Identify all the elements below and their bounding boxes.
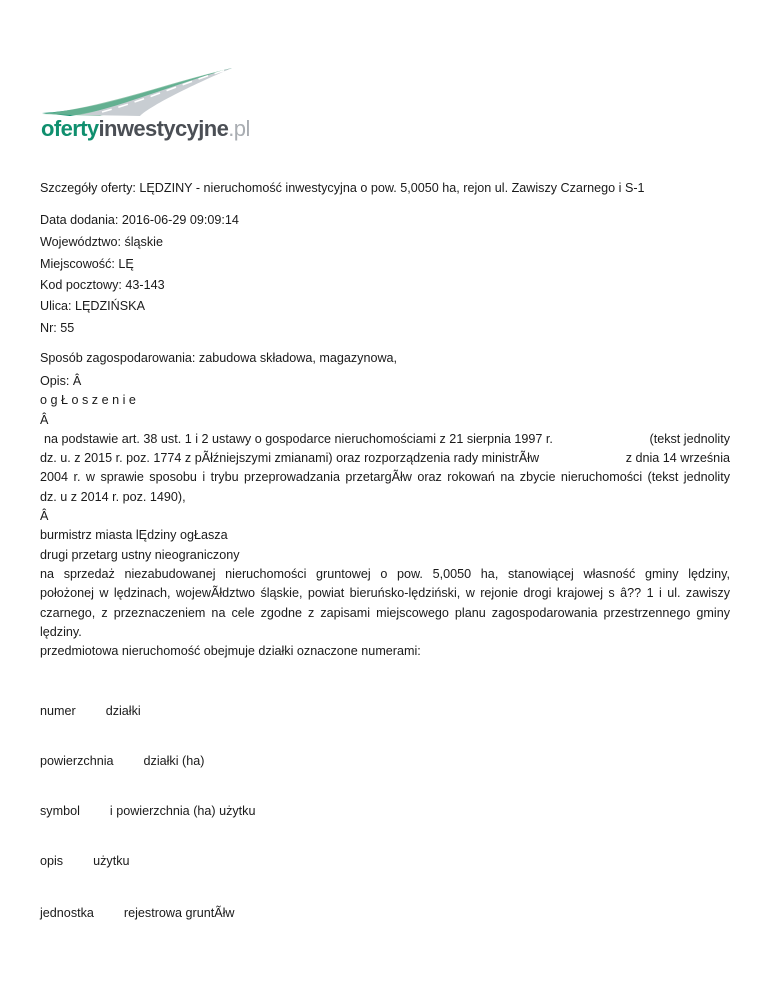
legal-basis-line-3: 2004 r. w sprawie sposobu i trybu przeprowadzania przetargÃłw oraz rokowań na zbycie nieruchomości (tekst jednolity bbox=[40, 470, 730, 485]
table-header-registry-unit: jednostka rejestrowa gruntÃłw bbox=[40, 906, 235, 920]
logo-part-oferty: oferty bbox=[41, 116, 99, 141]
spacer-char: Â bbox=[40, 412, 49, 427]
postal-code: Kod pocztowy: 43-143 bbox=[40, 278, 165, 292]
table-header-parcel-number: numer działki bbox=[40, 704, 141, 718]
sale-line-1: na sprzedaż niezabudowanej nieruchomości gruntowej o pow. 5,0050 ha, stanowiącej własność gminy lędziny, bbox=[40, 566, 730, 581]
table-header-use-description: opis użytku bbox=[40, 854, 130, 868]
tender-type: drugi przetarg ustny nieograniczony bbox=[40, 547, 240, 562]
logo-part-pl: .pl bbox=[228, 116, 250, 141]
legal-basis-line-2: dz. u. z 2015 r. poz. 1774 z pÃłźniejszymi zmianami) oraz rozporządzenia rady ministrÃłw z dnia 14 września bbox=[40, 451, 730, 466]
date-added: Data dodania: 2016-06-29 09:09:14 bbox=[40, 213, 239, 227]
legal-basis-line-1: na podstawie art. 38 ust. 1 i 2 ustawy o gospodarce nieruchomościami z 21 sierpnia 1997 r. (tekst jednolity bbox=[44, 431, 730, 446]
announcement-heading: o g Ł o s z e n i e bbox=[40, 393, 136, 408]
mayor-announces: burmistrz miasta lĘdziny ogŁasza bbox=[40, 528, 228, 543]
site-logo[interactable] bbox=[40, 66, 250, 146]
town: Miejscowość: LĘ bbox=[40, 257, 134, 271]
sale-line-4: lędziny. bbox=[40, 624, 82, 639]
logo-wordmark bbox=[41, 116, 250, 142]
house-number: Nr: 55 bbox=[40, 321, 75, 335]
description bbox=[40, 372, 730, 661]
parcels-intro: przedmiotowa nieruchomość obejmuje działki oznaczone numerami: bbox=[40, 644, 421, 659]
spacer-char: Â bbox=[40, 509, 49, 524]
logo-part-inwestycyjne: inwestycyjne bbox=[98, 116, 229, 141]
table-header-parcel-area: powierzchnia działki (ha) bbox=[40, 754, 205, 768]
description-label: Opis: Â bbox=[40, 374, 82, 388]
table-header-use-symbol: symbol i powierzchnia (ha) użytku bbox=[40, 804, 256, 818]
legal-basis-line-4: dz. u z 2014 r. poz. 1490), bbox=[40, 489, 186, 504]
voivodeship: Województwo: śląskie bbox=[40, 235, 163, 249]
road-logo-icon bbox=[40, 66, 240, 118]
sale-line-3: czarnego, z przeznaczeniem na cele zgodne z zapisami miejscowego planu zagospodarowania przestrzennego gminy bbox=[40, 605, 730, 620]
land-use: Sposób zagospodarowania: zabudowa składowa, magazynowa, bbox=[40, 351, 398, 365]
sale-line-2: położonej w lędzinach, wojewÃłdztwo śląskie, powiat bieruńsko-lędziński, w rejonie drogi krajowej s â?? 1 i ul. zawiszy bbox=[40, 586, 730, 601]
offer-title: Szczegóły oferty: LĘDZINY - nieruchomość inwestycyjna o pow. 5,0050 ha, rejon ul. Zawiszy Czarnego i S-1 bbox=[40, 181, 645, 195]
street: Ulica: LĘDZIŃSKA bbox=[40, 299, 145, 313]
